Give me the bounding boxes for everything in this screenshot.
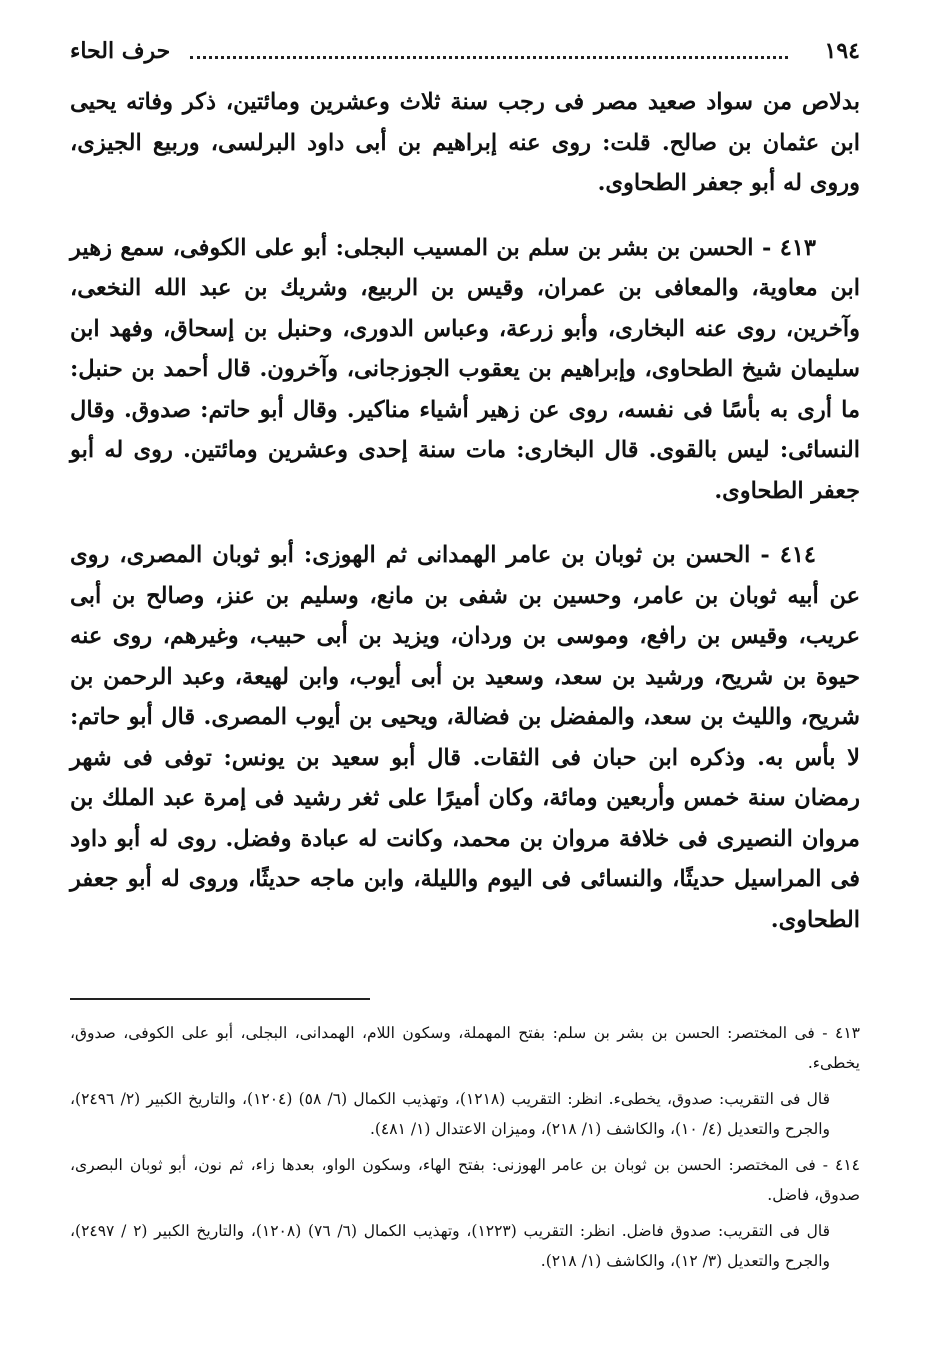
footnote-413-taqrib: قال فى التقريب: صدوق، يخطىء. انظر: التقريب (١٢١٨)، وتهذيب الكمال (٦/ ٥٨) (١٢٠٤)، والتاريخ الكبير (٢/ ٢٤٩٦)، والجرح والتعديل (٤/ ١٠)، والكاشف (١/ ٢١٨)، وميزان الاعتدال (١/ ٤٨١). <box>70 1090 831 1138</box>
footnote-separator <box>70 998 370 1000</box>
paragraph-text: ٤١٣ - الحسن بن بشر بن سلم بن المسيب البجلى: أبو على الكوفى، سمع زهير ابن معاوية، والمعافى بن عمران، وقيس بن الربيع، وشريك بن عبد الله النخعى، وآخرين، روى عنه البخارى، وأبو زرعة، وعباس الدورى، وحنبل بن إسحاق، وفهد ابن سليمان شيخ الطحاوى، وإبراهيم بن يعقوب الجوزجانى، وآخرون. قال أحمد بن حنبل: ما أرى به بأسًا فى نفسه، روى عن زهير أشياء مناكير. وقال أبو حاتم: صدوق. وقال النسائى: ليس بالقوى. قال البخارى: مات سنة إحدى وعشرين ومائتين. روى له أبو جعفر الطحاوى. <box>70 234 860 504</box>
chapter-title: حرف الحاء <box>70 38 171 64</box>
entry-414 <box>70 535 860 940</box>
footnote-414: ٤١٤ - فى المختصر: الحسن بن ثوبان بن عامر الهوزنى: بفتح الهاء، وسكون الواو، بعدها زاء، ثم نون، أبو ثوبان البصرى، صدوق، فاضل. <box>70 1156 860 1204</box>
page-number: ١٩٤ <box>824 38 860 64</box>
paragraph-text: بدلاص من سواد صعيد مصر فى رجب سنة ثلاث وعشرين ومائتين، ذكر وفاته يحيى ابن عثمان بن صالح. قلت: روى عنه إبراهيم بن أبى داود البرلسى، وربيع الجيزى، وروى له أبو جعفر الطحاوى. <box>70 89 860 196</box>
header-dotted-leader <box>190 56 788 59</box>
paragraph-text: ٤١٤ - الحسن بن ثوبان بن عامر الهمدانى ثم الهوزى: أبو ثوبان المصرى، روى عن أبيه ثوبان بن عامر، وحسين بن شفى بن مانع، وسليم بن عنز، وصالح بن أبى عريب، وقيس بن رافع، وموسى بن وردان، ويزيد بن أبى حبيب، وغيرهم، روى عنه حيوة بن شريح، ورشيد بن سعد، وسعيد بن أبى أيوب، وابن لهيعة، وعبد الرحمن بن شريح، والليث بن سعد، والمفضل بن فضالة، ويحيى بن أيوب المصرى. قال أبو حاتم: لا بأس به. وذكره ابن حبان فى الثقات. قال أبو سعيد بن يونس: توفى فى شهر رمضان سنة خمس وأربعين ومائة، وكان أميرًا على ثغر رشيد فى إمرة عبد الملك بن مروان النصيرى فى خلافة مروان بن محمد، وكانت له عبادة وفضل. روى له أبو داود فى المراسيل حديثًا، والنسائى فى اليوم والليلة، وابن ماجه حديثًا، وروى له أبو جعفر الطحاوى. <box>70 542 860 933</box>
footnote-414-taqrib: قال فى التقريب: صدوق فاضل. انظر: التقريب (١٢٢٣)، وتهذيب الكمال (٦/ ٧٦) (١٢٠٨)، والتاريخ الكبير (٢ / ٢٤٩٧)، والجرح والتعديل (٣/ ١٢)، والكاشف (١/ ٢١٨). <box>70 1222 831 1270</box>
page-header <box>70 30 860 76</box>
footnote-413: ٤١٣ - فى المختصر: الحسن بن بشر بن سلم: بفتح المهملة، وسكون اللام، الهمدانى، البجلى، أبو على الكوفى، صدوق، يخطىء. <box>70 1024 860 1072</box>
paragraph-continuation <box>70 82 860 204</box>
book-page <box>70 30 860 1330</box>
main-text <box>70 82 860 940</box>
footnotes <box>70 1018 860 1282</box>
entry-413 <box>70 228 860 512</box>
